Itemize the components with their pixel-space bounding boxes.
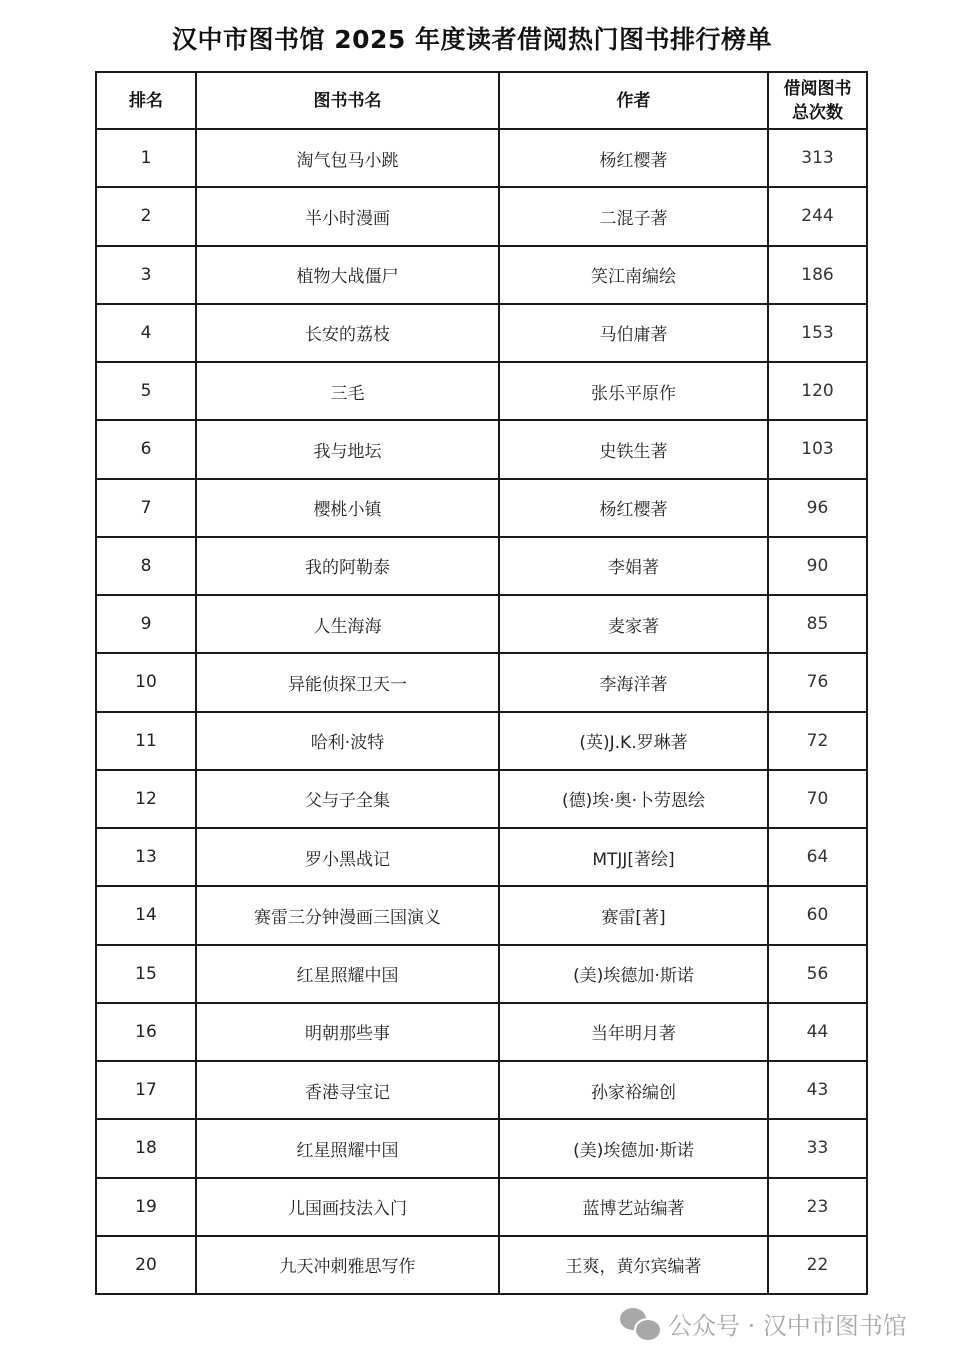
- table-row: [96, 1178, 867, 1236]
- author-cell: 笑江南编绘: [499, 246, 768, 304]
- book-title-cell: 三毛: [196, 362, 499, 420]
- borrow-count-cell: 44: [768, 1003, 867, 1061]
- book-title-cell: 儿国画技法入门: [196, 1178, 499, 1236]
- rank-cell: 4: [96, 304, 196, 362]
- header-count-label: 借阅图书总次数: [783, 78, 852, 123]
- author-cell: 李娟著: [499, 537, 768, 595]
- table-row: [96, 246, 867, 304]
- borrow-count-cell: 56: [768, 945, 867, 1003]
- book-title-cell: 父与子全集: [196, 770, 499, 828]
- borrow-count-cell: 186: [768, 246, 867, 304]
- borrow-count-cell: 153: [768, 304, 867, 362]
- author-cell: 李海洋著: [499, 653, 768, 711]
- header-count: [768, 72, 867, 129]
- author-cell: (德)埃·奥·卜劳恩绘: [499, 770, 768, 828]
- author-cell: 史铁生著: [499, 420, 768, 478]
- rank-cell: 2: [96, 187, 196, 245]
- borrow-count-cell: 33: [768, 1119, 867, 1177]
- header-book: 图书书名: [196, 72, 499, 129]
- book-title-cell: 植物大战僵尸: [196, 246, 499, 304]
- author-cell: 王爽，黄尔宾编著: [499, 1236, 768, 1294]
- rank-cell: 8: [96, 537, 196, 595]
- book-title-cell: 香港寻宝记: [196, 1061, 499, 1119]
- rank-cell: 10: [96, 653, 196, 711]
- book-title-cell: 我与地坛: [196, 420, 499, 478]
- table-row: [96, 653, 867, 711]
- book-title-cell: 半小时漫画: [196, 187, 499, 245]
- borrow-count-cell: 90: [768, 537, 867, 595]
- borrow-count-cell: 85: [768, 595, 867, 653]
- wechat-icon: [620, 1308, 660, 1340]
- rank-cell: 17: [96, 1061, 196, 1119]
- rank-cell: 3: [96, 246, 196, 304]
- book-title-cell: 红星照耀中国: [196, 1119, 499, 1177]
- rank-cell: 13: [96, 828, 196, 886]
- ranking-table: [95, 71, 868, 1295]
- book-title-cell: 明朝那些事: [196, 1003, 499, 1061]
- author-cell: 杨红樱著: [499, 129, 768, 187]
- rank-cell: 12: [96, 770, 196, 828]
- table-row: [96, 770, 867, 828]
- author-cell: 蓝博艺站编著: [499, 1178, 768, 1236]
- book-title-cell: 赛雷三分钟漫画三国演义: [196, 886, 499, 944]
- book-title-cell: 淘气包马小跳: [196, 129, 499, 187]
- author-cell: 当年明月著: [499, 1003, 768, 1061]
- borrow-count-cell: 23: [768, 1178, 867, 1236]
- rank-cell: 18: [96, 1119, 196, 1177]
- rank-cell: 7: [96, 479, 196, 537]
- table-row: [96, 479, 867, 537]
- borrow-count-cell: 60: [768, 886, 867, 944]
- book-title-cell: 红星照耀中国: [196, 945, 499, 1003]
- borrow-count-cell: 22: [768, 1236, 867, 1294]
- table-row: [96, 712, 867, 770]
- author-cell: 张乐平原作: [499, 362, 768, 420]
- borrow-count-cell: 64: [768, 828, 867, 886]
- author-cell: 二混子著: [499, 187, 768, 245]
- borrow-count-cell: 70: [768, 770, 867, 828]
- table-row: [96, 362, 867, 420]
- borrow-count-cell: 103: [768, 420, 867, 478]
- table-row: [96, 1236, 867, 1294]
- rank-cell: 9: [96, 595, 196, 653]
- author-cell: 孙家裕编创: [499, 1061, 768, 1119]
- rank-cell: 20: [96, 1236, 196, 1294]
- rank-cell: 19: [96, 1178, 196, 1236]
- table-row: [96, 828, 867, 886]
- rank-cell: 5: [96, 362, 196, 420]
- author-cell: MTJJ[著绘]: [499, 828, 768, 886]
- rank-cell: 14: [96, 886, 196, 944]
- author-cell: 马伯庸著: [499, 304, 768, 362]
- table-row: [96, 1061, 867, 1119]
- author-cell: (美)埃德加·斯诺: [499, 945, 768, 1003]
- table-row: [96, 537, 867, 595]
- borrow-count-cell: 72: [768, 712, 867, 770]
- footer-text: 公众号 · 汉中市图书馆: [668, 1312, 907, 1340]
- rank-cell: 15: [96, 945, 196, 1003]
- borrow-count-cell: 96: [768, 479, 867, 537]
- borrow-count-cell: 313: [768, 129, 867, 187]
- book-title-cell: 罗小黑战记: [196, 828, 499, 886]
- author-cell: 杨红樱著: [499, 479, 768, 537]
- rank-cell: 6: [96, 420, 196, 478]
- borrow-count-cell: 244: [768, 187, 867, 245]
- rank-cell: 16: [96, 1003, 196, 1061]
- header-rank: 排名: [96, 72, 196, 129]
- rank-cell: 11: [96, 712, 196, 770]
- table-row: [96, 595, 867, 653]
- book-title-cell: 人生海海: [196, 595, 499, 653]
- borrow-count-cell: 120: [768, 362, 867, 420]
- author-cell: (英)J.K.罗琳著: [499, 712, 768, 770]
- table-row: [96, 1003, 867, 1061]
- table-row: [96, 187, 867, 245]
- author-cell: (美)埃德加·斯诺: [499, 1119, 768, 1177]
- book-title-cell: 我的阿勒泰: [196, 537, 499, 595]
- book-title-cell: 樱桃小镇: [196, 479, 499, 537]
- table-row: [96, 304, 867, 362]
- author-cell: 麦家著: [499, 595, 768, 653]
- header-author: 作者: [499, 72, 768, 129]
- borrow-count-cell: 43: [768, 1061, 867, 1119]
- borrow-count-cell: 76: [768, 653, 867, 711]
- table-row: [96, 1119, 867, 1177]
- table-row: [96, 129, 867, 187]
- author-cell: 赛雷[著]: [499, 886, 768, 944]
- rank-cell: 1: [96, 129, 196, 187]
- table-header-row: [96, 72, 867, 129]
- book-title-cell: 异能侦探卫天一: [196, 653, 499, 711]
- book-title-cell: 九天冲刺雅思写作: [196, 1236, 499, 1294]
- table-row: [96, 945, 867, 1003]
- footer-watermark: [620, 1306, 907, 1341]
- book-title-cell: 哈利·波特: [196, 712, 499, 770]
- book-title-cell: 长安的荔枝: [196, 304, 499, 362]
- page-title: 汉中市图书馆 2025 年度读者借阅热门图书排行榜单: [172, 25, 772, 54]
- table-row: [96, 886, 867, 944]
- table-row: [96, 420, 867, 478]
